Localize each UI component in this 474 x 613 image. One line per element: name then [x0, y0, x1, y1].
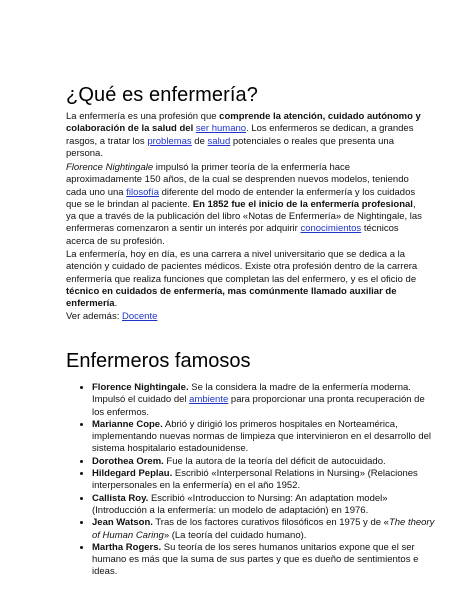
- nurse-name: Hildegard Peplau.: [92, 468, 173, 480]
- bold-text: En 1852 fue el inicio de la enfermería profesional: [192, 198, 413, 210]
- page-title: ¿Qué es enfermería?: [66, 84, 258, 106]
- list-item: [92, 456, 438, 468]
- italic-text: Florence Nightingale: [66, 162, 154, 173]
- text: La enfermería es una profesión que: [66, 111, 220, 122]
- bold-text: comprende la atención, cuidado autónomo y colaboración de la salud del: [66, 111, 421, 135]
- link-ser-humano[interactable]: ser humano: [195, 123, 247, 135]
- text: , ya que a través de la publicación del libro «Notas de Enfermería» de Nightingale, las enfermeras comenzaron a sentir un interés por adquirir: [66, 198, 422, 235]
- text: Abrió y dirigió los primeros hospitales en Norteamérica, implementando nuevas normas de limpieza que intervinieron en el desarrollo del sistema hospitalario estadounidense.: [92, 418, 432, 455]
- nurse-name: Dorothea Orem.: [92, 455, 164, 467]
- nurse-name: Marianne Cope.: [92, 418, 163, 430]
- link-salud[interactable]: salud: [207, 135, 231, 147]
- paragraph-today: [66, 249, 426, 310]
- nurse-name: Callista Roy.: [92, 492, 149, 504]
- famous-nurses-list: [74, 382, 438, 579]
- list-item: [92, 419, 438, 456]
- text: Ver además:: [66, 311, 122, 322]
- text: técnicos acerca de su profesión.: [66, 223, 399, 247]
- paragraph-definition: [66, 111, 426, 160]
- link-docente[interactable]: Docente: [121, 311, 158, 322]
- text: diferente del modo de entender la enfermería y los cuidados que se le brindan al paciente.: [66, 186, 416, 210]
- list-item: [92, 493, 438, 518]
- section-heading: Enfermeros famosos: [66, 350, 251, 372]
- nurse-name: Martha Rogers.: [92, 541, 162, 553]
- text: » (La teoría del cuidado humano).: [163, 529, 307, 541]
- list-item: [92, 382, 438, 419]
- text: Se la considera la madre de la enfermería moderna. Impulsó el cuidado del: [92, 382, 411, 406]
- link-problemas[interactable]: problemas: [147, 135, 192, 147]
- link-ambiente[interactable]: ambiente: [189, 394, 229, 406]
- paragraph-see-also: [66, 311, 426, 323]
- text: Escribió «Introduccion to Nursing: An adaptation model» (Introducción a la enfermería: un modelo de adaptación) en 1976.: [92, 492, 388, 516]
- text: .: [114, 298, 118, 310]
- list-item: [92, 517, 438, 542]
- list-item: [92, 468, 438, 493]
- text: Escribió «Interpersonal Relations in Nursing» (Relaciones interpersonales en la enfermería) en el año 1952.: [92, 468, 418, 492]
- link-filosofia[interactable]: filosofía: [126, 186, 159, 198]
- text: Su teoría de los seres humanos unitarios expone que el ser humano es más que la suma de sus partes y que es dueño de sentimientos e ideas.: [92, 541, 419, 578]
- link-conocimientos[interactable]: conocimientos: [300, 223, 362, 235]
- italic-text: The theory of Human Caring: [92, 517, 435, 541]
- text: Fue la autora de la teoría del déficit de autocuidado.: [163, 455, 386, 467]
- nurse-name: Florence Nightingale.: [92, 382, 189, 393]
- text: potenciales o reales que presenta una persona.: [66, 135, 394, 159]
- text: Tras de los factores curativos filosóficos en 1975 y de «: [152, 517, 389, 529]
- text: de: [191, 135, 208, 147]
- text: La enfermería, hoy en día, es una carrera a nivel universitario que se dedica a la atención y cuidado de pacientes médicos. Existe otra profesión dentro de la carrera enfermería que realiza funciones que completan las del enfermero, y es el oficio de: [66, 249, 418, 285]
- bold-text: técnico en cuidados de enfermería, mas comúnmente llamado auxiliar de enfermería: [66, 285, 397, 310]
- list-item: [92, 542, 438, 579]
- text: impulsó la primer teoría de la enfermería hace aproximadamente 150 años, de la cual se desprenden nuevos modelos, teniendo cada uno una: [66, 162, 409, 198]
- text: para proporcionar una pronta recuperación de los enfermos.: [92, 394, 425, 418]
- text: . Los enfermeros se dedican, a grandes rasgos, a tratar los: [66, 123, 414, 147]
- nurse-name: Jean Watson.: [92, 517, 153, 529]
- paragraph-history: [66, 162, 426, 248]
